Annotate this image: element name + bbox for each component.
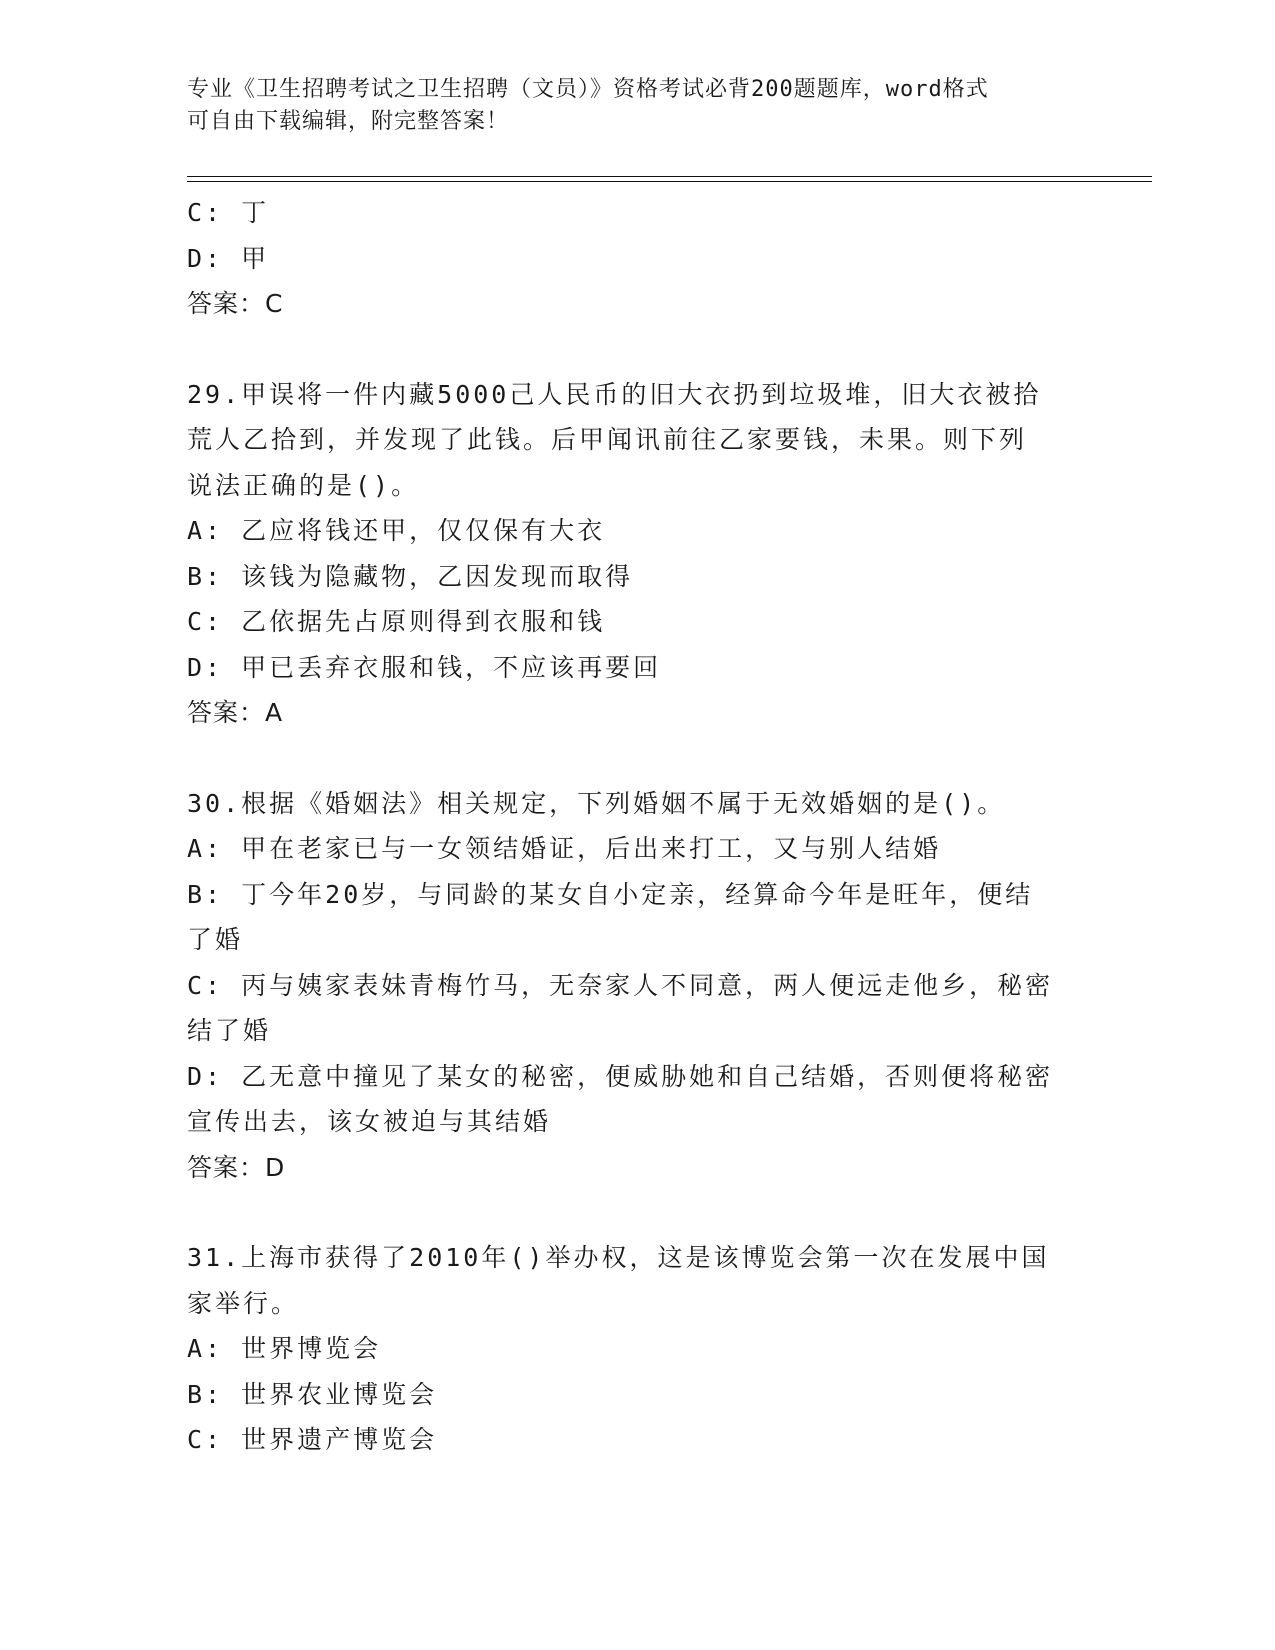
option-d: D: 乙无意中撞见了某女的秘密，便威胁她和自己结婚，否则便将秘密 <box>187 1061 1054 1091</box>
question-stem-line: 荒人乙拾到，并发现了此钱。后甲闻讯前往乙家要钱，未果。则下列 <box>187 425 1028 454</box>
question-28-tail <box>187 190 1087 327</box>
option-a: A: 甲在老家已与一女领结婚证，后出来打工，又与别人结婚 <box>187 834 942 863</box>
option-c: C: 世界遗产博览会 <box>187 1425 438 1454</box>
option-b: B: 丁今年20岁，与同龄的某女自小定亲，经算命今年是旺年，便结 <box>187 879 1034 909</box>
answer-line: 答案：D <box>187 1152 286 1182</box>
header-line-2: 可自由下载编辑，附完整答案！ <box>187 109 510 134</box>
question-29 <box>187 372 1087 736</box>
option-c-continued: 结了婚 <box>187 1016 272 1045</box>
question-stem-line: 30.根据《婚姻法》相关规定，下列婚姻不属于无效婚姻的是()。 <box>187 788 1006 818</box>
question-30 <box>187 781 1087 1191</box>
question-stem-line: 31.上海市获得了2010年()举办权，这是该博览会第一次在发展中国 <box>187 1243 1050 1272</box>
option-c: C: 丁 <box>187 198 270 227</box>
answer-line: 答案：C <box>187 289 284 318</box>
option-c: C: 丙与姨家表妹青梅竹马，无奈家人不同意，两人便远走他乡，秘密 <box>187 970 1054 1000</box>
header-divider-top <box>187 176 1152 177</box>
question-31 <box>187 1235 1087 1463</box>
question-list <box>187 190 1087 1463</box>
option-d: D: 甲已丢弃衣服和钱，不应该再要回 <box>187 652 662 682</box>
option-b: B: 该钱为隐藏物，乙因发现而取得 <box>187 561 634 591</box>
spacer <box>187 1190 1087 1235</box>
option-d-continued: 宣传出去，该女被迫与其结婚 <box>187 1107 552 1136</box>
option-a: A: 世界博览会 <box>187 1334 382 1363</box>
question-stem-line: 家举行。 <box>187 1288 300 1318</box>
option-a: A: 乙应将钱还甲，仅仅保有大衣 <box>187 516 606 545</box>
answer-line: 答案：A <box>187 698 284 727</box>
header-line-1: 专业《卫生招聘考试之卫生招聘（文员）》资格考试必背200题题库，word格式 <box>187 77 989 102</box>
option-c: C: 乙依据先占原则得到衣服和钱 <box>187 607 606 636</box>
option-b: B: 世界农业博览会 <box>187 1379 438 1409</box>
header-divider-bottom <box>187 181 1152 182</box>
question-stem-line: 说法正确的是()。 <box>187 470 420 500</box>
spacer <box>187 736 1087 781</box>
option-b-continued: 了婚 <box>187 925 244 954</box>
question-stem-line: 29.甲误将一件内藏5000己人民币的旧大衣扔到垃圾堆，旧大衣被拾 <box>187 379 1042 409</box>
option-d: D: 甲 <box>187 243 270 273</box>
document-header <box>187 74 1067 138</box>
spacer <box>187 327 1087 372</box>
